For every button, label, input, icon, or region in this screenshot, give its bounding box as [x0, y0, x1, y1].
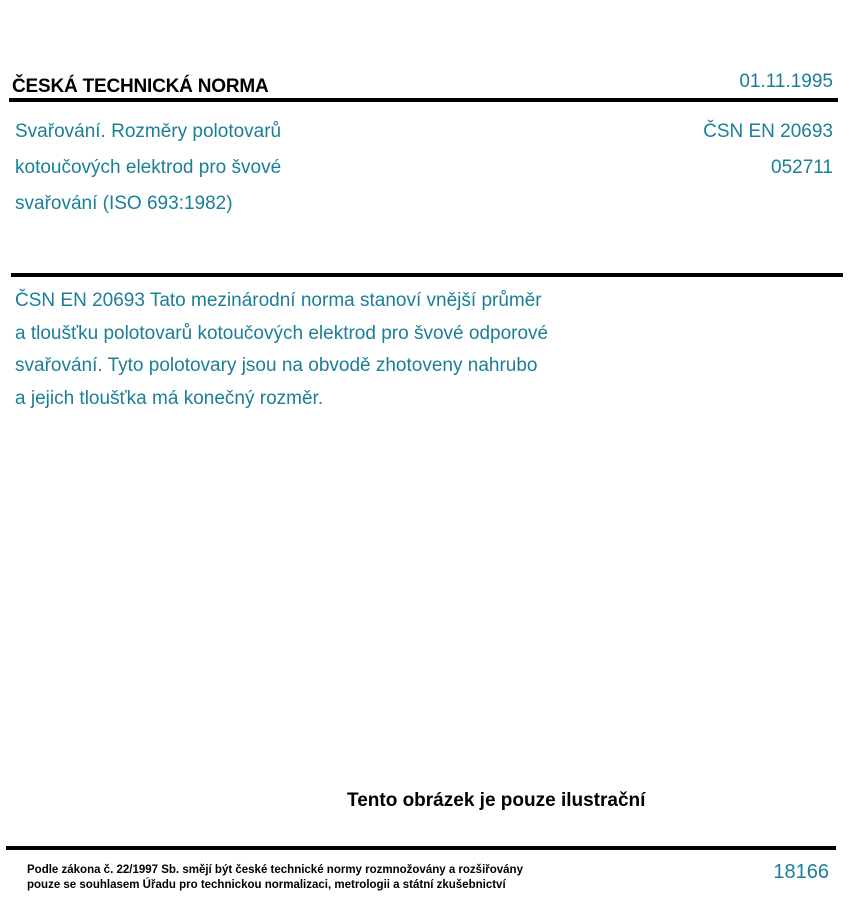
- abstract-line: a jejich tloušťka má konečný rozměr.: [15, 387, 324, 409]
- document-brand: ČESKÁ TECHNICKÁ NORMA: [12, 76, 269, 97]
- legal-notice: [27, 863, 523, 893]
- illustration-notice: Tento obrázek je pouze ilustrační: [347, 790, 646, 811]
- title-line: svařování (ISO 693:1982): [15, 193, 233, 214]
- abstract-line: ČSN EN 20693 Tato mezinárodní norma stanoví vnější průměr: [15, 290, 542, 311]
- standard-identifiers: [703, 114, 833, 186]
- legal-line: pouze se souhlasem Úřadu pro technickou normalizaci, metrologii a státní zkušebnictví: [27, 879, 506, 891]
- abstract: [15, 285, 635, 415]
- catalog-number: 18166: [773, 861, 829, 883]
- abstract-line: a tloušťku polotovarů kotoučových elektrod pro švové odporové: [15, 322, 549, 344]
- section-rule: [11, 273, 843, 277]
- title-line: kotoučových elektrod pro švové: [15, 157, 282, 178]
- legal-line: Podle zákona č. 22/1997 Sb. smějí být české technické normy rozmnožovány a rozšiřovány: [27, 864, 523, 876]
- footer-rule: [6, 846, 836, 850]
- issue-date: 01.11.1995: [739, 71, 833, 92]
- header-rule: [9, 98, 838, 102]
- standard-code: ČSN EN 20693: [703, 121, 833, 142]
- class-code: 052711: [771, 157, 833, 178]
- abstract-line: svařování. Tyto polotovary jsou na obvodě zhotoveny nahrubo: [15, 355, 538, 376]
- title-line: Svařování. Rozměry polotovarů: [15, 121, 282, 142]
- standard-title: [15, 114, 375, 222]
